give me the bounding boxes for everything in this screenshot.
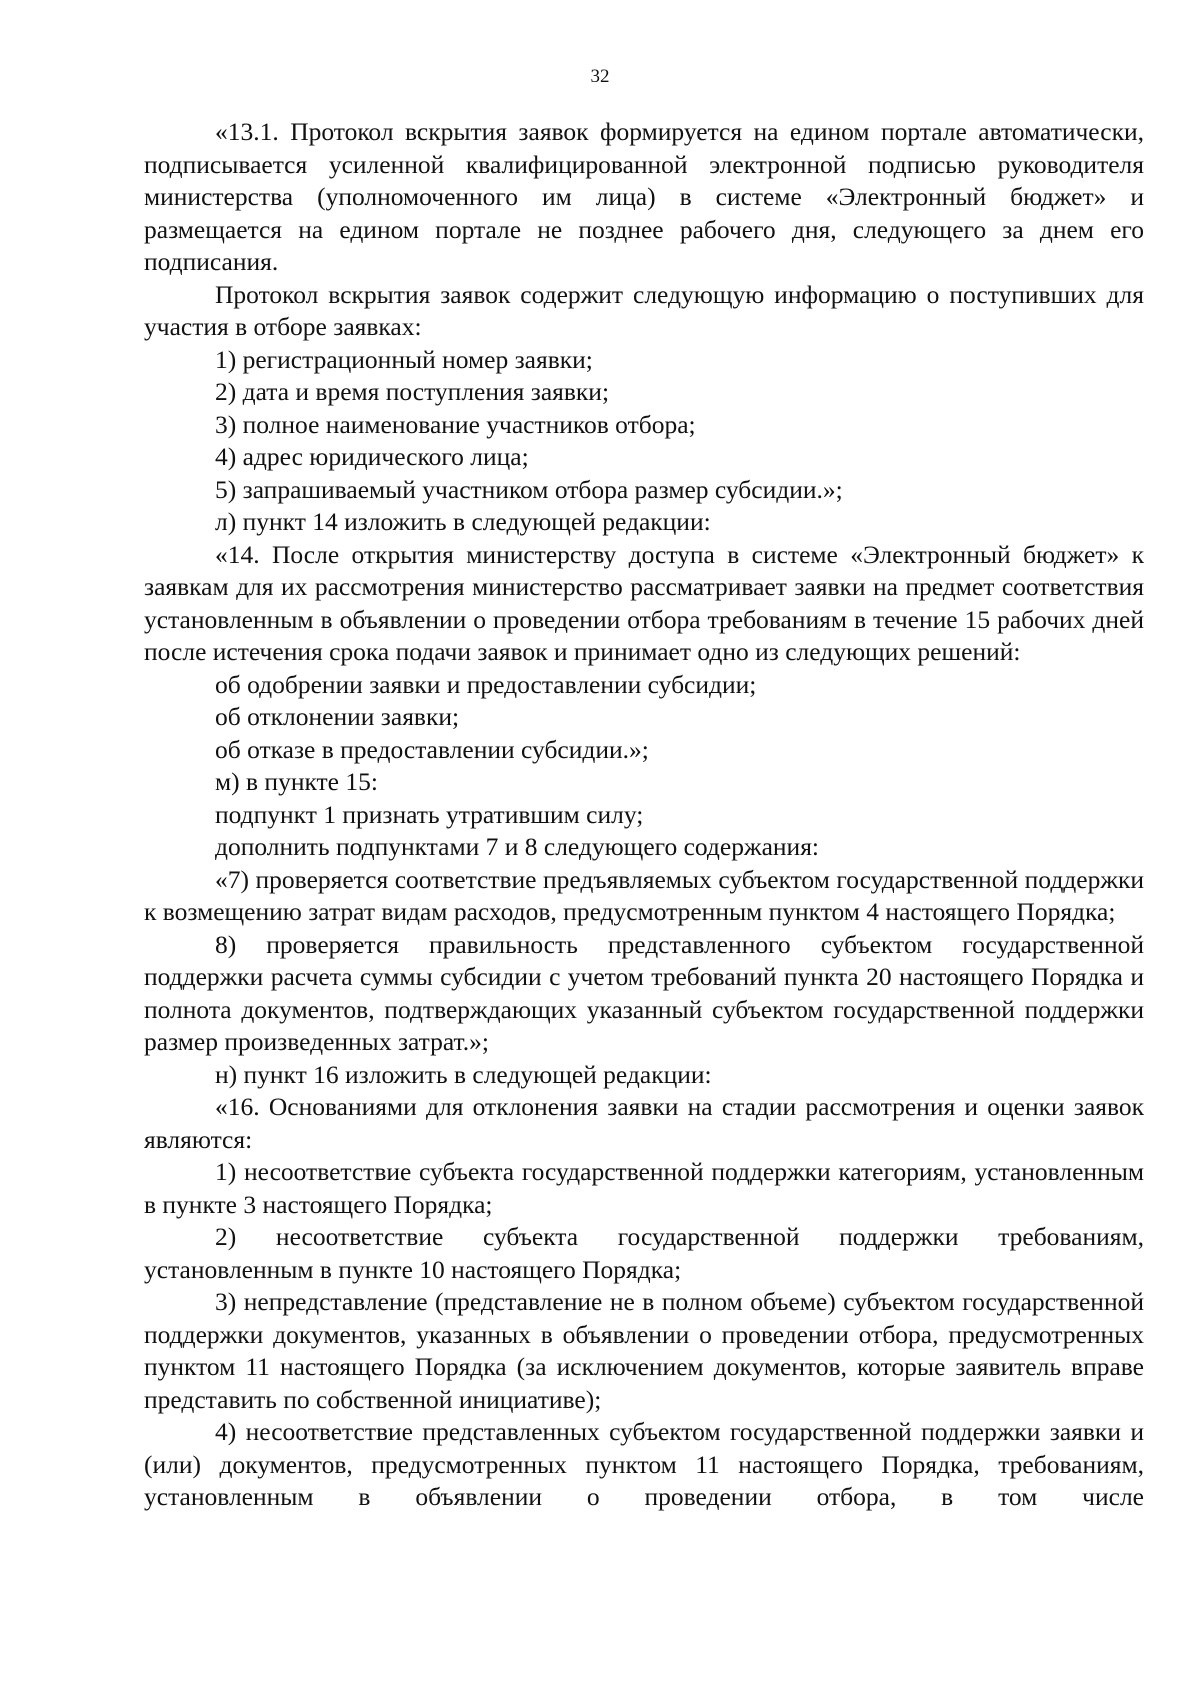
list-item-legal-address: 4) адрес юридического лица; bbox=[215, 442, 529, 471]
decision-approve: об одобрении заявки и предоставлении субсидии; bbox=[215, 669, 757, 699]
decision-refuse: об отказе в предоставлении субсидии.»; bbox=[215, 734, 649, 764]
ground-4: 4) несоответствие представленных субъектом государственной поддержки заявки и (или) документов, предусмотренных пунктом 11 настоящего Порядка, требованиям, установленным в объявлении о проведении отбора, в том числе bbox=[144, 1417, 1144, 1511]
page-number: 32 bbox=[590, 66, 610, 87]
decision-reject: об отклонении заявки; bbox=[215, 702, 460, 731]
paragraph-14: «14. После открытия министерству доступа в системе «Электронный бюджет» к заявкам для их рассмотрения министерство рассматривает заявки на предмет соответствия установленным в объявлении о проведении отбора требованиям в течение 15 рабочих дней после истечения срока подачи заявок и принимает одно из следующих решений: bbox=[144, 539, 1144, 666]
list-item-subsidy-amount: 5) запрашиваемый участником отбора размер субсидии.»; bbox=[215, 474, 843, 504]
paragraph-item-n: н) пункт 16 изложить в следующей редакции: bbox=[215, 1059, 712, 1089]
list-item-full-name: 3) полное наименование участников отбора; bbox=[215, 409, 696, 439]
document-body bbox=[144, 116, 1144, 1514]
paragraph-subitem-8: 8) проверяется правильность представленного субъектом государственной поддержки расчета суммы субсидии с учетом требований пункта 20 настоящего Порядка и полнота документов, подтверждающих указанный субъектом государственной поддержки размер произведенных затрат.»; bbox=[144, 929, 1144, 1056]
paragraph-item-m: м) в пункте 15: bbox=[215, 767, 378, 796]
ground-3: 3) непредставление (представление не в полном объеме) субъектом государственной поддержки документов, указанных в объявлении о проведении отбора, предусмотренных пунктом 11 настоящего Порядка (за исключением документов, которые заявитель вправе представить по собственной инициативе); bbox=[144, 1287, 1144, 1414]
paragraph-item-l: л) пункт 14 изложить в следующей редакции: bbox=[215, 507, 711, 536]
paragraph-16: «16. Основаниями для отклонения заявки на стадии рассмотрения и оценки заявок являются: bbox=[144, 1092, 1144, 1154]
ground-1: 1) несоответствие субъекта государственной поддержки категориям, установленным в пункте 3 настоящего Порядка; bbox=[144, 1157, 1144, 1219]
list-item-registration-number: 1) регистрационный номер заявки; bbox=[215, 344, 593, 374]
paragraph-13-1: «13.1. Протокол вскрытия заявок формируется на едином портале автоматически, подписывается усиленной квалифицированной электронной подписью руководителя министерства (уполномоченного им лица) в системе «Электронный бюджет» и размещается на едином портале не позднее рабочего дня, следующего за днем его подписания. bbox=[144, 117, 1144, 276]
list-item-date-time: 2) дата и время поступления заявки; bbox=[215, 377, 610, 406]
ground-2: 2) несоответствие субъекта государственной поддержки требованиям, установленным в пункте 10 настоящего Порядка; bbox=[144, 1222, 1144, 1284]
paragraph-subitem-7: «7) проверяется соответствие предъявляемых субъектом государственной поддержки к возмещению затрат видам расходов, предусмотренным пунктом 4 настоящего Порядка; bbox=[144, 864, 1144, 926]
paragraph-add-subitems: дополнить подпунктами 7 и 8 следующего содержания: bbox=[215, 832, 820, 861]
paragraph-subitem-1: подпункт 1 признать утратившим силу; bbox=[215, 799, 644, 829]
paragraph-protocol-info: Протокол вскрытия заявок содержит следующую информацию о поступивших для участия в отборе заявках: bbox=[144, 279, 1144, 341]
